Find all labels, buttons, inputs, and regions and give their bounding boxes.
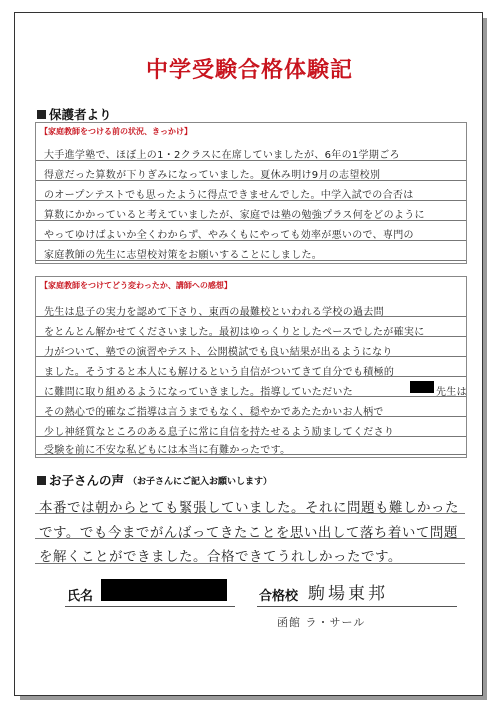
redacted-teacher-name <box>410 381 434 393</box>
child-writing-area <box>35 488 465 578</box>
before-tutor-box <box>35 122 467 264</box>
handwriting-line: 算数にかかっていると考えていましたが、家庭では塾の勉強プラス何をどのように <box>44 210 425 221</box>
page-shadow-right <box>483 18 487 700</box>
handwriting-line: 家庭教師の先生に志望校対策をお願いすることにしました。 <box>44 250 323 261</box>
handwriting-line: 受験を前に不安な私どもには本当に有難かったです。 <box>44 445 291 456</box>
page-shadow-bottom <box>20 696 487 700</box>
handwriting-line: ました。そうすると本人にも解けるという自信がついてきて自分でも積極的 <box>44 367 395 378</box>
child-handwriting-line: 本番では朝からとても緊張していました。それに問題も難しかった <box>39 500 459 516</box>
child-handwriting-line: です。でも今までがんばってきたことを思い出して落ち着いて問題 <box>39 525 458 541</box>
square-bullet-icon <box>37 476 46 485</box>
handwriting-line: やってゆけばよいか全くわからず、やみくもにやっても効率が悪いので、専門の <box>44 230 414 241</box>
handwriting-line: のオープンテストでも思ったように得点できませんでした。中学入試での合否は <box>44 190 414 201</box>
square-bullet-icon <box>37 110 46 119</box>
handwriting-line: 先生は <box>436 387 467 398</box>
child-handwriting-line: を解くことができました。合格できてうれしかったです。 <box>39 549 402 565</box>
child-heading-text: お子さんの声 <box>49 473 125 488</box>
school-name: 駒場東邦 <box>308 584 388 604</box>
school-underline <box>257 606 457 607</box>
child-heading-note: （お子さんにご記入お願いします） <box>128 476 273 487</box>
before-tutor-label: 【家庭教師をつける前の状況、きっかけ】 <box>40 127 192 136</box>
handwriting-line: に難問に取り組めるようになっていきました。指導していただいた <box>44 387 353 398</box>
handwriting-line: その熱心で的確なご指導は言うまでもなく、穏やかであたたかいお人柄で <box>44 407 384 418</box>
parent-heading-text: 保護者より <box>49 107 112 122</box>
handwriting-line: 大手進学塾で、ほぼ上の1・2クラスに在席していましたが、6年の1学期ごろ <box>44 150 400 161</box>
after-tutor-label: 【家庭教師をつけてどう変わったか、講師への感想】 <box>40 281 232 290</box>
redacted-student-name <box>101 579 227 601</box>
name-label: 氏名 <box>67 589 94 604</box>
page-title: 中学受験合格体験記 <box>145 58 353 83</box>
after-tutor-box <box>35 276 467 458</box>
parent-section-heading <box>37 105 112 123</box>
document-sheet <box>14 12 483 696</box>
handwriting-line: をとんとん解かせてくださいました。最初はゆっくりとしたペースでしたが確実に <box>44 327 425 338</box>
name-underline <box>65 606 235 607</box>
handwriting-line: 得意だった算数が下りぎみになっていました。夏休み明け9月の志望校別 <box>44 170 381 181</box>
handwriting-line: 少し神経質なところのある息子に常に自信を持たせるよう励ましてくださり <box>44 427 395 438</box>
school-label: 合格校 <box>259 589 299 604</box>
handwriting-line: 先生は息子の実力を認めて下さり、東西の最難校といわれる学校の過去問 <box>44 307 384 318</box>
school-sub: 函館 ラ・サール <box>277 616 366 629</box>
child-section-heading <box>37 471 272 489</box>
handwriting-line: 力がついて、塾での演習やテスト、公開模試でも良い結果が出るようになり <box>44 347 393 358</box>
